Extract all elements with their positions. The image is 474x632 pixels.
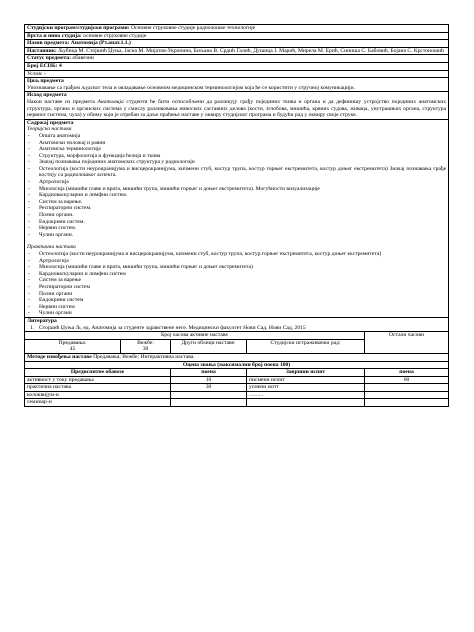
other-hours-label: Остали часови <box>365 332 449 354</box>
exercises-value: 30 <box>142 346 149 353</box>
active-hours-label: Број часова активне наставе <box>25 332 365 340</box>
practice-list <box>27 251 446 317</box>
course-specification-sheet <box>24 24 448 407</box>
methods-value: Предавања; Вежбе; Интерактивна настава. <box>93 353 195 360</box>
status-label: Статус предмета: <box>27 55 71 62</box>
subject-row <box>25 40 449 48</box>
ects-label: Број ЕСПБ: <box>27 62 58 69</box>
literature-item <box>27 325 446 332</box>
outcome-row <box>25 92 449 119</box>
outcome-prefix: Након наставе из предмета <box>27 98 98 105</box>
teachers-value: Љубица М. Стојшић Џуња, Јасна М. Мијатов-Укропина, Биљана В. Срдић Галић, Душица Ј. Марић, Мирела М. Ерић, Синиша С. Бабовић, Бојана С. Крстоношић <box>58 47 444 54</box>
practice-item: - Респираторни систем <box>27 284 446 291</box>
practice-item: - Остеологија (кости неурокранијума и висцерокранијума, кичмени стуб, костур трупа, костур горњег екстремитета, костур доњег екстремитета) <box>27 251 446 258</box>
level-label: Врста и ниво студија: <box>27 32 82 39</box>
subject-value: Анатомија (Рт.анат.1.1.) <box>70 40 131 47</box>
grading-final-item: усмени испт <box>247 384 365 392</box>
grading-header-row <box>25 369 449 377</box>
theory-item: - Анатомски положај и равни <box>27 140 446 147</box>
lectures-label: Предавања: <box>58 339 87 346</box>
theory-item: - Остеологија (кости неурокранијума и висцерокранијума, кичмени стуб, костур трупа, костур горњег екстремитета, костур доњег екстремитета) Значај познавања грађе костију са радиолошког аспекта. <box>27 166 446 179</box>
condition-row <box>25 70 449 78</box>
level-row <box>25 32 449 40</box>
grading-pre-item: практична настава <box>25 384 171 392</box>
practice-item: - Миологија (мишићи главе и врата, мишићи трупа, мишићи горњег и доњег екстремитета) <box>27 264 446 271</box>
theory-item: - Чулни органи. <box>27 232 446 239</box>
theory-item: - Миологија (мишићи главе и врата, мишићи трупа, мишићи горњег и доњег екстремитета). Могућности визуализације <box>27 186 446 193</box>
theory-list <box>27 133 446 239</box>
literature-row <box>25 317 449 331</box>
status-row <box>25 55 449 63</box>
practice-item: - Нервни систем <box>27 304 446 311</box>
grading-pre-points <box>171 391 247 399</box>
grading-row <box>25 384 449 392</box>
lectures-value: 45 <box>69 346 76 353</box>
theory-item: - Анатомска терминологија <box>27 146 446 153</box>
methods-label: Методе извођења наставе <box>27 353 92 360</box>
grading-pre-points <box>171 399 247 407</box>
grading-final-points <box>365 391 449 399</box>
theory-item: - Систем за варење. <box>27 199 446 206</box>
practice-item: - Артрологија <box>27 258 446 265</box>
literature-item-text: Стојшић Џуња Љ, ед. Анатомија за студенте здравствене неге. Медицински факултет Нови Сад, Нови Сад, 2015 <box>39 324 306 331</box>
ects-row <box>25 62 449 70</box>
grading-row <box>25 391 449 399</box>
grading-header-final-points: поена <box>365 369 449 377</box>
other-forms-label: Други облици наставе: <box>171 339 247 353</box>
theory-title: Теоријска настава <box>27 126 72 133</box>
grading-row <box>25 399 449 407</box>
practice-item: - Полни органи <box>27 291 446 298</box>
condition-label: Услов: <box>27 70 43 77</box>
subject-label: Назив предмета: <box>27 40 70 47</box>
theory-item: - Структура, морфологија и функција ћелија и ткива <box>27 153 446 160</box>
grading-title-row <box>25 361 449 369</box>
grading-pre-points: 30 <box>171 384 247 392</box>
level-value: основне струковне студије <box>83 32 147 39</box>
content-title: Садржај предмета <box>27 119 74 126</box>
theory-item: - Артрологија <box>27 179 446 186</box>
teachers-row <box>25 47 449 55</box>
hours-header-row <box>25 332 449 340</box>
grading-final-item: писмени испит <box>247 376 365 384</box>
grading-header-pre: Предиспитне обавезе <box>25 369 171 377</box>
theory-item: - Кардиоваскуларни и лимфни систем. <box>27 192 446 199</box>
program-value: Основне струковне студије радиолошке технологије <box>131 25 256 31</box>
goal-text: Упознавање са грађом људског тела и овладавање основном медицинском терминологијом која ће се користити у стручној комуникацији. <box>27 84 356 91</box>
theory-item: - Нервни систем. <box>27 225 446 232</box>
content-row <box>25 119 449 317</box>
grading-pre-points: 10 <box>171 376 247 384</box>
practice-item: - Систем за варење <box>27 277 446 284</box>
condition-value: - <box>43 70 46 77</box>
grading-final-item <box>247 399 365 407</box>
literature-item-number: 1. <box>30 324 35 331</box>
goal-row <box>25 78 449 92</box>
grading-header-pre-points: поена <box>171 369 247 377</box>
grading-row <box>25 376 449 384</box>
methods-row <box>25 353 449 361</box>
program-row <box>25 25 449 33</box>
theory-item: - Значај познавања појединих анатомских структура у радиологији <box>27 159 446 166</box>
theory-item: - Респираторни систем. <box>27 205 446 212</box>
grading-pre-item: колоквијум-и <box>25 391 171 399</box>
grading-final-points <box>365 399 449 407</box>
outcome-title: Исход предмета <box>27 92 67 99</box>
research-label: Студијски истраживачки рад: <box>247 339 365 353</box>
course-table <box>24 24 449 407</box>
theory-item: - Општа анатомија <box>27 133 446 140</box>
exercises-label: Вежбе: <box>137 339 154 346</box>
grading-final-points <box>365 384 449 392</box>
theory-item: - Ендокрини систем. <box>27 219 446 226</box>
outcome-text: студенти ће бити оспособљени да разликују грађу појединих ткива и органа и да дефинишу устројство појединих анатомских структура, органа и органских система у смислу разликовања нивоских саставних делова (кости, зглобова, мишића, крвних судова, живаца, унутрашњих органа, структура нервног система, чула) у обиму који је отребан за даље праћење наставе у оквиру студијског програма и будући рад у оквиру своје струке. <box>27 98 447 119</box>
grading-header-final: Завршни испит <box>247 369 365 377</box>
practice-item: - Кардиоваскуларни и лимфни систем <box>27 271 446 278</box>
program-label: Студијски програм/студијски програми: <box>27 25 130 31</box>
grading-final-item: .......... <box>247 391 365 399</box>
practice-title: Практична настава <box>27 244 76 251</box>
grading-final-points: 60 <box>365 376 449 384</box>
grading-pre-item: семинар-и <box>25 399 171 407</box>
literature-title: Литература <box>27 317 57 324</box>
practice-item: - Чулни органи <box>27 310 446 317</box>
practice-item: - Ендокрини систем <box>27 297 446 304</box>
theory-item: - Полни органи. <box>27 212 446 219</box>
goal-title: Циљ предмета <box>27 78 64 85</box>
grading-pre-item: активност у току предавања <box>25 376 171 384</box>
teachers-label: Наставник: <box>27 47 57 54</box>
grading-title: Оцена знања (максимални број поена 100) <box>25 361 449 369</box>
status-value: обавезни <box>72 55 94 62</box>
ects-value: 4 <box>58 62 62 69</box>
outcome-subject: Анатомија <box>97 98 124 105</box>
